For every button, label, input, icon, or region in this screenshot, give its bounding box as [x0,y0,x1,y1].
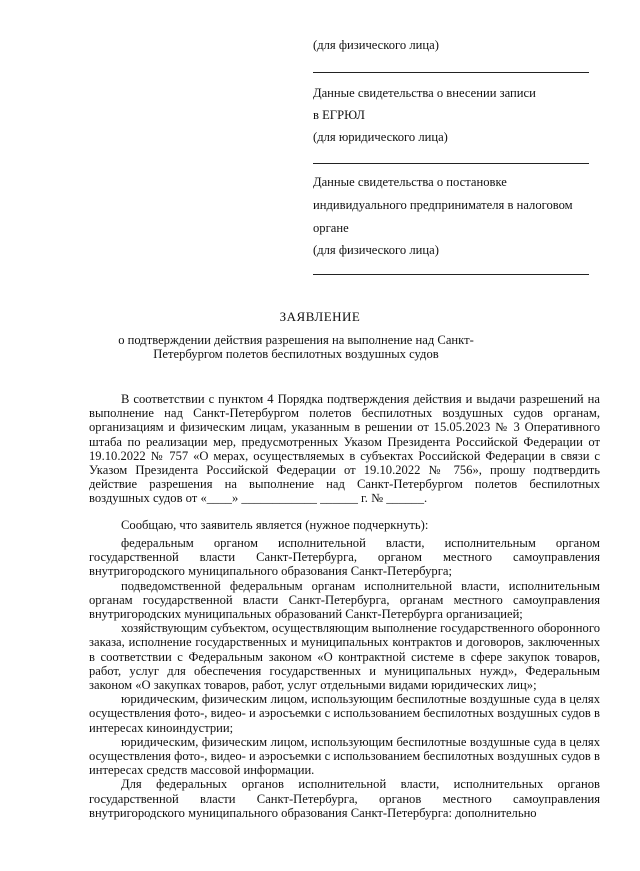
federal-bodies-additional-note: Для федеральных органов исполнительной власти, исполнительных органов государственной власти Санкт-Петербурга, органов местного самоуправления внутригородского муниципального образования Санкт-Петербурга: дополнительно [89,777,600,820]
request-paragraph [89,392,600,506]
intro-text: Сообщаю, что заявитель является (нужное подчеркнуть): [121,518,429,532]
option-mass-media: юридическим, физическим лицом, использующим беспилотные воздушные суда в целях осуществления фото-, видео- и аэросъемки с использованием беспилотных воздушных судов в интересах средств массовой информации. [89,734,600,778]
document-subtitle: о подтверждении действия разрешения на выполнение над Санкт-Петербургом полетов беспилотных воздушных судов [118,333,474,361]
egrul-label-line-2: в ЕГРЮЛ [313,108,365,122]
option-business-entity: хозяйствующим субъектом, осуществляющим выполнение государственного оборонного заказа, исполнение государственных и муниципальных контрактов и договоров, заключенных в соответствии с Федеральным законом «О контрактной системе в сфере закупок товаров, работ, услуг для обеспечения государственных и муниципальных нужд», Федеральным законом «О закупках товаров, работ, услуг отдельными видами юридических лиц»; [89,621,600,693]
legal-person-label: (для юридического лица) [313,130,448,144]
request-text: В соответствии с пунктом 4 Порядка подтверждения действия и выдачи разрешений на выполнение над Санкт-Петербургом полетов беспилотных воздушных судов органам, организациям и физическим лицам, указанным в решении от 15.05.2023 № 3 Оперативного штаба по реализации мер, предусмотренных Указом Президента Российской Федерации от 19.10.2022 № 757 «О мерах, осуществляемых в субъектах Российской Федерации в связи с Указом Президента Российской Федерации от 19.10.2022 № 756», прошу подтвердить действие разрешения на выполнение над Санкт-Петербургом полетов беспилотных воздушных судов от «____» ____________ ______ г. № ______. [89,392,600,506]
ip-label-line-3: органе [313,221,349,235]
phys-person-label: (для физического лица) [313,243,439,257]
phys-person-label: (для физического лица) [313,38,439,52]
fill-line [313,163,589,164]
option-subordinate-org: подведомственной федеральным органам исполнительной власти, исполнительным органам государственной власти Санкт-Петербурга, органам местного самоуправления внутригородских муниципальных образований Санкт-Петербурга организацией; [89,578,600,622]
applicant-options-list [89,536,600,820]
egrul-label-line-1: Данные свидетельства о внесении записи [313,86,536,100]
option-film-industry: юридическим, физическим лицом, использующим беспилотные воздушные суда в целях осуществления фото-, видео- и аэросъемки с использованием беспилотных воздушных судов в интересах киноиндустрии; [89,692,600,735]
ip-label-line-2: индивидуального предпринимателя в налоговом [313,198,573,212]
applicant-type-intro [89,518,600,532]
document-title: ЗАЯВЛЕНИЕ [279,309,361,324]
option-federal-body: федеральным органом исполнительной власти, исполнительным органом государственной власти Санкт-Петербурга, органом местного самоуправления внутригородского муниципального образования Санкт-Петербурга; [89,536,600,579]
ip-label-line-1: Данные свидетельства о постановке [313,175,507,189]
fill-line [313,274,589,275]
fill-line [313,72,589,73]
